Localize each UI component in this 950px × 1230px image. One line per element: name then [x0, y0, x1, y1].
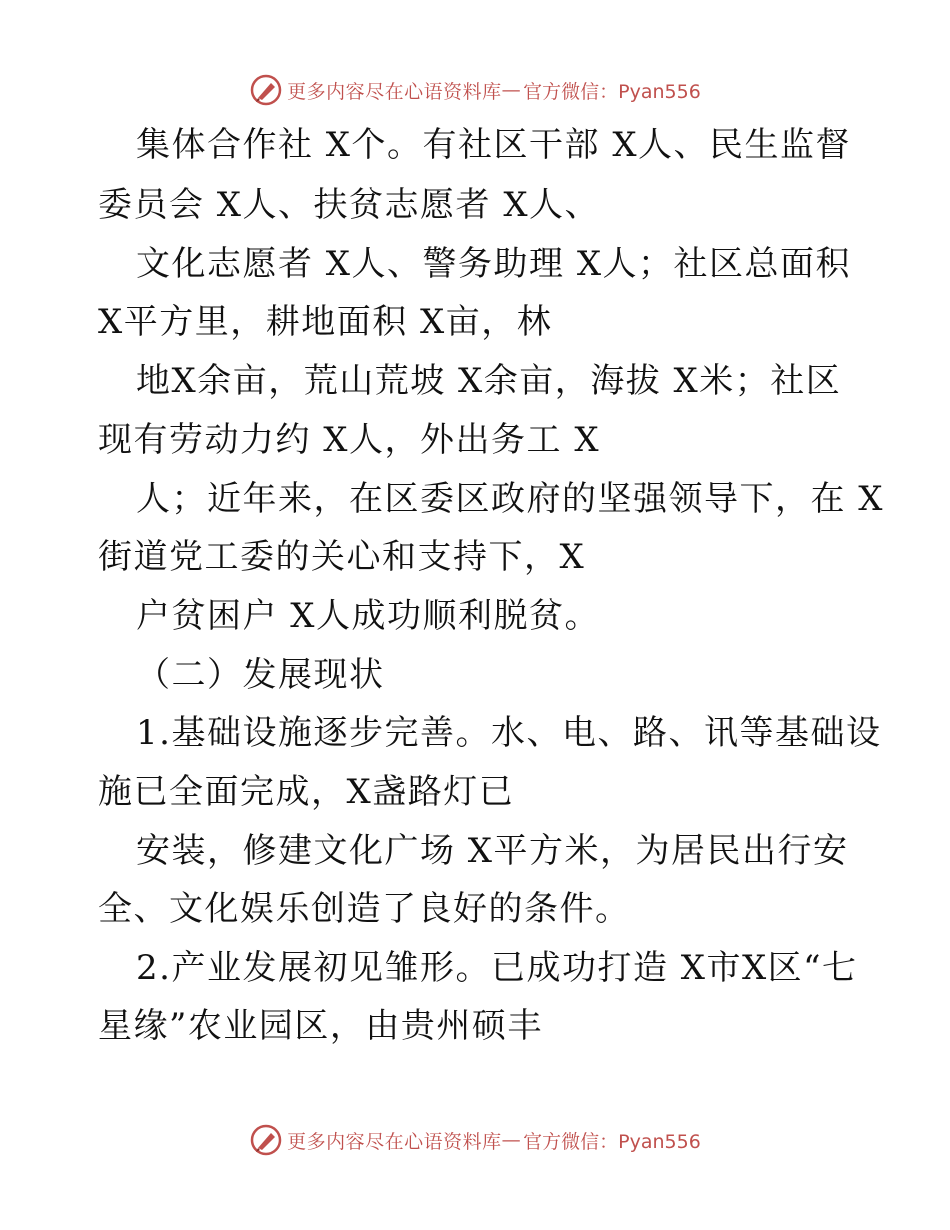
- watermark-main-text: 更多内容尽在心语资料库: [287, 1130, 502, 1153]
- watermark-dash: —: [501, 79, 522, 101]
- text-line: 星缘”农业园区，由贵州硕丰: [98, 1006, 543, 1046]
- text-line: 1.基础设施逐步完善。水、电、路、讯等基础设: [136, 713, 882, 753]
- text-line: 全、文化娱乐创造了良好的条件。: [98, 889, 631, 929]
- section-heading: （二）发展现状: [136, 655, 385, 695]
- footer-watermark: [0, 1120, 950, 1160]
- text-line: 安装，修建文化广场 X平方米，为居民出行安: [136, 831, 849, 871]
- watermark-main-text: 更多内容尽在心语资料库: [287, 80, 502, 103]
- text-line: 地X余亩，荒山荒坡 X余亩，海拔 X米；社区: [136, 361, 842, 401]
- text-line: 文化志愿者 X人、警务助理 X人；社区总面积: [136, 244, 852, 284]
- text-line: 集体合作社 X个。有社区干部 X人、民生监督: [136, 125, 852, 165]
- text-line: 委员会 X人、扶贫志愿者 X人、: [98, 185, 601, 225]
- text-line: 户贫困户 X人成功顺利脱贫。: [136, 596, 601, 636]
- text-line: 街道党工委的关心和支持下，X: [98, 537, 586, 577]
- text-line: 人；近年来，在区委区政府的坚强领导下，在 X: [136, 479, 885, 519]
- watermark-sub-text: 官方微信：Pyan556: [523, 80, 701, 103]
- text-line: 现有劳动力约 X人，外出务工 X: [98, 420, 601, 460]
- text-line: 施已全面完成，X盏路灯已: [98, 772, 515, 812]
- watermark-dash: —: [501, 1129, 522, 1151]
- watermark-sub-text: 官方微信：Pyan556: [523, 1130, 701, 1153]
- text-line: 2.产业发展初见雏形。已成功打造 X市X区“七: [136, 948, 858, 988]
- pen-nib-logo-icon: [249, 1123, 283, 1157]
- text-line: X平方里，耕地面积 X亩，林: [98, 302, 553, 342]
